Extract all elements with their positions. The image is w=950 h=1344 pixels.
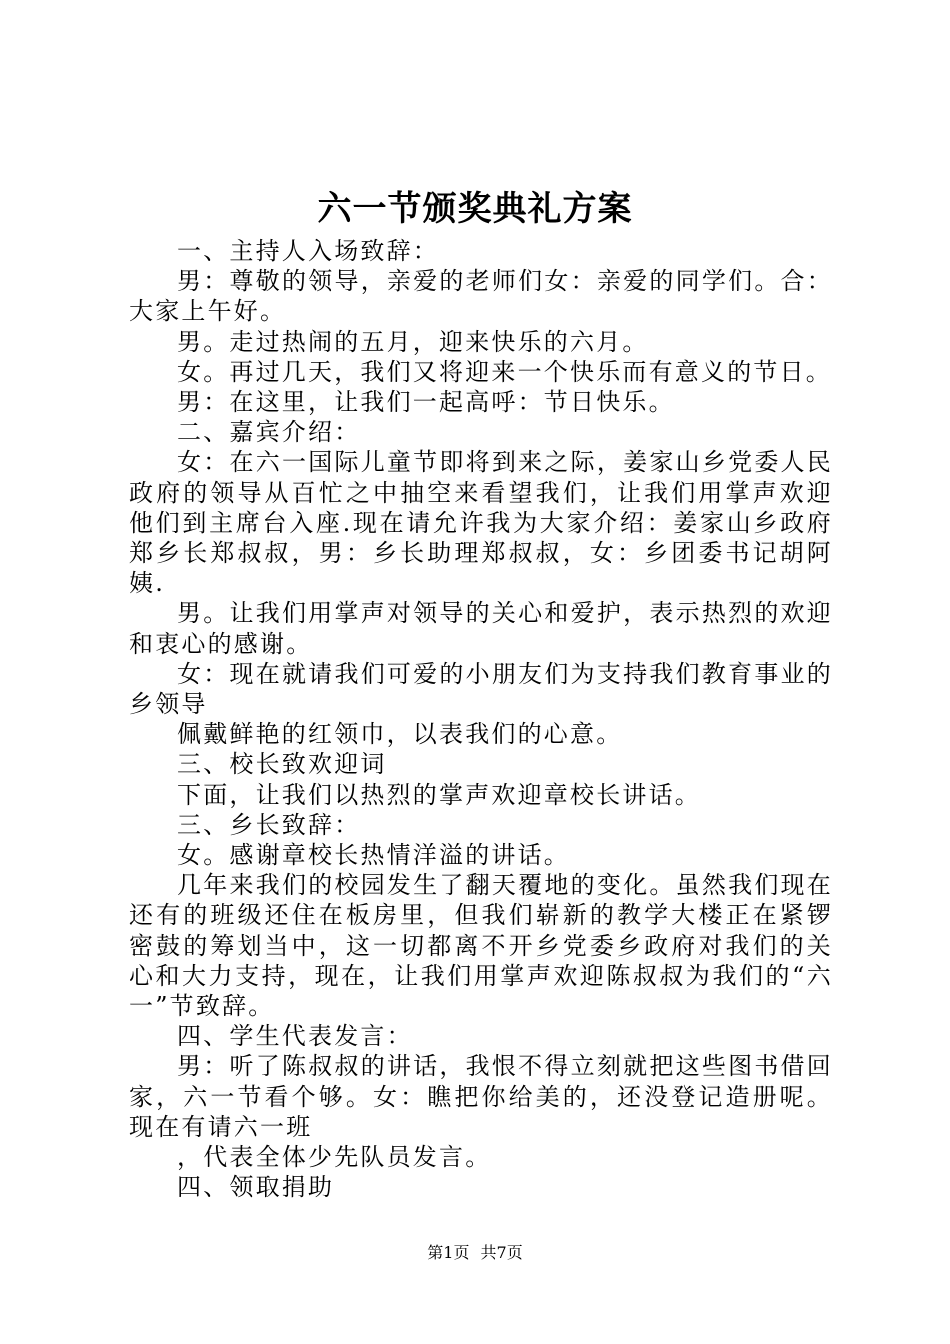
paragraph: 一、主持人入场致辞： [177, 237, 439, 265]
paragraph: 四、学生代表发言： [177, 1022, 413, 1051]
paragraph: 女。再过几天，我们又将迎来一个快乐而有意义的节日。 [177, 357, 832, 386]
page-total: 共7页 [480, 1243, 523, 1262]
paragraph: 女：现在就请我们可爱的小朋友们为支持我们教育事业的乡领导 [129, 659, 833, 719]
paragraph: 男：尊敬的领导，亲爱的老师们女：亲爱的同学们。合：大家上午好。 [129, 267, 833, 326]
paragraph: 男：听了陈叔叔的讲话，我恨不得立刻就把这些图书借回家，六一节看个够。女：瞧把你给美的，还没登记造册呢。现在有请六一班 [129, 1052, 833, 1141]
paragraph: 下面，让我们以热烈的掌声欢迎章校长讲话。 [177, 780, 701, 809]
paragraph: 男。让我们用掌声对领导的关心和爱护，表示热烈的欢迎和衷心的感谢。 [129, 599, 833, 658]
paragraph: 几年来我们的校园发生了翻天覆地的变化。虽然我们现在还有的班级还住在板房里，但我们崭新的教学大楼正在紧锣密鼓的筹划当中，这一切都离不开乡党委乡政府对我们的关心和大力支持，现在，让我们用掌声欢迎陈叔叔为我们的“六一”节致辞。 [129, 871, 833, 1021]
paragraph: 三、乡长致辞： [177, 810, 361, 839]
paragraph: 男：在这里，让我们一起高呼：节日快乐。 [177, 388, 675, 417]
paragraph: 女。感谢章校长热情洋溢的讲话。 [177, 841, 570, 870]
paragraph: 男。走过热闹的五月，迎来快乐的六月。 [177, 327, 649, 356]
paragraph: 女：在六一国际儿童节即将到来之际，姜家山乡党委人民政府的领导从百忙之中抽空来看望我们，让我们用掌声欢迎他们到主席台入座.现在请允许我为大家介绍：姜家山乡政府郑乡长郑叔叔，男：乡长助理郑叔叔，女：乡团委书记胡阿姨. [129, 448, 833, 598]
paragraph: ，代表全体少先队员发言。 [177, 1143, 492, 1172]
paragraph: 四、领取捐助 [177, 1173, 335, 1202]
paragraph: 二、嘉宾介绍： [177, 418, 361, 447]
document-body [129, 236, 833, 1203]
paragraph: 三、校长致欢迎词 [177, 750, 387, 779]
page-footer [0, 1242, 950, 1264]
page-number: 第1页 [427, 1243, 470, 1262]
document-title: 六一节颁奖典礼方案 [317, 189, 633, 229]
paragraph: 佩戴鲜艳的红领巾，以表我们的心意。 [177, 720, 623, 749]
